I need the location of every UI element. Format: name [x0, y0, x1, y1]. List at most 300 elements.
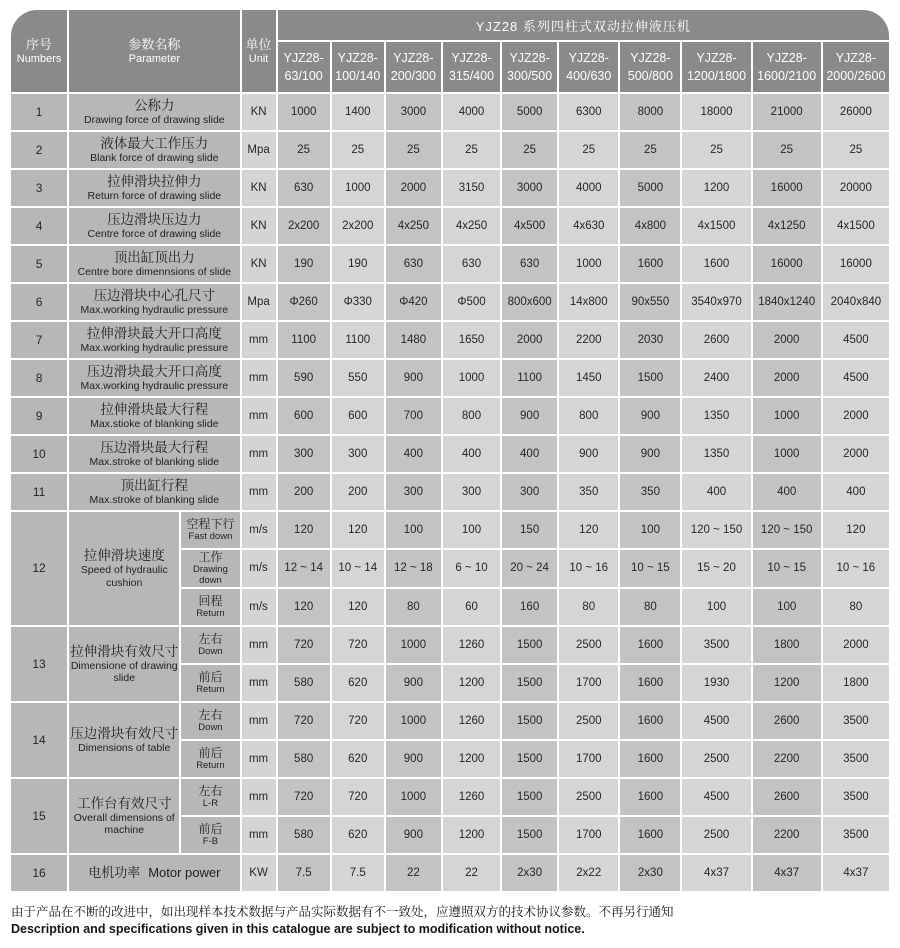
value-cell: 3000	[502, 170, 557, 206]
parameter-cell	[69, 474, 239, 510]
value-cell: 1260	[443, 703, 500, 739]
sublabel-en: L-R	[202, 797, 219, 809]
parameter-en: Centre bore dimennsions of slide	[77, 266, 232, 279]
parameter-en: Max.stroke of blanking slide	[89, 494, 220, 507]
value-cell: 1600	[620, 665, 680, 701]
value-cell: 2x30	[502, 855, 557, 891]
value-cell: 1600	[620, 779, 680, 815]
value-cell: 14x800	[559, 284, 618, 320]
unit-cell: KW	[242, 855, 276, 891]
model-header-9	[823, 42, 889, 92]
value-cell: 1000	[753, 398, 821, 434]
value-cell: Φ500	[443, 284, 500, 320]
sublabel-cn: 工作	[198, 550, 223, 564]
value-cell: 6 ~ 10	[443, 550, 500, 587]
value-cell: 1700	[559, 817, 618, 853]
value-cell: 2000	[823, 436, 889, 472]
value-cell: 620	[332, 665, 384, 701]
unit-cell: KN	[242, 208, 276, 244]
value-cell: 3540x970	[682, 284, 750, 320]
spec-table-body	[11, 94, 889, 891]
model-prefix: YJZ28-	[766, 50, 807, 65]
sublabel-cell	[181, 817, 239, 853]
model-header-3	[443, 42, 500, 92]
value-cell: 2500	[682, 741, 750, 777]
value-cell: 400	[682, 474, 750, 510]
parameter-cell	[69, 246, 239, 282]
unit-cell: Mpa	[242, 284, 276, 320]
parameter-cn: 拉伸滑块最大开口高度	[86, 325, 222, 341]
numbers-header-cn: 序号	[26, 36, 53, 52]
model-size: 500/800	[627, 69, 673, 83]
value-cell: 3500	[823, 817, 889, 853]
value-cell: 630	[502, 246, 557, 282]
model-header-1	[332, 42, 384, 92]
value-cell: 400	[443, 436, 500, 472]
value-cell: 900	[386, 665, 441, 701]
value-cell: 8000	[620, 94, 680, 130]
value-cell: 620	[332, 817, 384, 853]
value-cell: 1930	[682, 665, 750, 701]
value-cell: 25	[386, 132, 441, 168]
parameter-en: Max.working hydraulic pressure	[80, 304, 229, 317]
value-cell: 2600	[682, 322, 750, 358]
value-cell: 2200	[753, 817, 821, 853]
sublabel-en: Return	[196, 759, 225, 771]
value-cell: 1350	[682, 398, 750, 434]
value-cell: 120 ~ 150	[753, 512, 821, 548]
spec-row-16	[11, 855, 889, 891]
value-cell: 25	[823, 132, 889, 168]
model-prefix: YJZ28-	[568, 50, 609, 65]
sublabel-en: Down	[198, 721, 223, 733]
parameter-cell	[69, 398, 239, 434]
sublabel-cn: 前后	[198, 745, 223, 760]
spec-row-3	[11, 170, 889, 206]
value-cell: 4x37	[823, 855, 889, 891]
value-cell: 900	[386, 741, 441, 777]
value-cell: 720	[278, 703, 330, 739]
unit-cell: mm	[242, 741, 276, 777]
value-cell: 2000	[823, 398, 889, 434]
value-cell: 580	[278, 817, 330, 853]
value-cell: 22	[443, 855, 500, 891]
model-size: 300/500	[507, 69, 553, 83]
parameter-cell	[69, 208, 239, 244]
value-cell: 580	[278, 741, 330, 777]
model-size: 400/630	[566, 69, 612, 83]
spec-row-5	[11, 246, 889, 282]
value-cell: 400	[502, 436, 557, 472]
parameter-cell	[69, 132, 239, 168]
value-cell: 620	[332, 741, 384, 777]
value-cell: 25	[682, 132, 750, 168]
parameter-cell	[69, 627, 179, 701]
unit-cell: KN	[242, 170, 276, 206]
value-cell: 20000	[823, 170, 889, 206]
value-cell: 2040x840	[823, 284, 889, 320]
model-size: 63/100	[284, 69, 323, 83]
model-prefix: YJZ28-	[696, 50, 737, 65]
value-cell: 1600	[682, 246, 750, 282]
value-cell: 2x22	[559, 855, 618, 891]
value-cell: 300	[332, 436, 384, 472]
sublabel-cell	[181, 703, 239, 739]
value-cell: 100	[620, 512, 680, 548]
unit-cell: mm	[242, 474, 276, 510]
parameter-en: Max.working hydraulic pressure	[80, 380, 229, 393]
value-cell: 1400	[332, 94, 384, 130]
sublabel-cn: 前后	[198, 821, 223, 836]
value-cell: 21000	[753, 94, 821, 130]
value-cell: 25	[443, 132, 500, 168]
value-cell: 18000	[682, 94, 750, 130]
value-cell: 1000	[443, 360, 500, 396]
value-cell: 1000	[386, 627, 441, 663]
value-cell: 720	[278, 627, 330, 663]
parameter-cell	[69, 512, 179, 625]
value-cell: 4x630	[559, 208, 618, 244]
value-cell: 900	[386, 360, 441, 396]
parameter-en: Blank force of drawing slide	[90, 152, 219, 165]
row-number: 10	[11, 436, 67, 472]
parameter-cn: 压边滑块压边力	[107, 211, 202, 227]
parameter-cn: 顶出缸顶出力	[113, 249, 195, 265]
row-number: 1	[11, 94, 67, 130]
row-number: 16	[11, 855, 67, 891]
value-cell: 1600	[620, 627, 680, 663]
row-number: 13	[11, 627, 67, 701]
row-number: 8	[11, 360, 67, 396]
value-cell: 4000	[443, 94, 500, 130]
value-cell: 10 ~ 14	[332, 550, 384, 587]
value-cell: 190	[332, 246, 384, 282]
value-cell: 630	[443, 246, 500, 282]
row-number: 11	[11, 474, 67, 510]
spec-table-head	[11, 10, 889, 92]
value-cell: 2000	[753, 322, 821, 358]
sublabel-cn: 左右	[198, 631, 223, 646]
value-cell: 1000	[386, 779, 441, 815]
unit-cell: mm	[242, 779, 276, 815]
value-cell: 26000	[823, 94, 889, 130]
value-cell: 4x1250	[753, 208, 821, 244]
value-cell: 7.5	[278, 855, 330, 891]
sublabel-cell	[181, 627, 239, 663]
value-cell: 300	[502, 474, 557, 510]
sublabel-cell	[181, 741, 239, 777]
value-cell: 630	[278, 170, 330, 206]
model-size: 200/300	[390, 69, 436, 83]
value-cell: 2000	[502, 322, 557, 358]
unit-cell: mm	[242, 360, 276, 396]
value-cell: 900	[620, 398, 680, 434]
model-size: 2000/2600	[826, 69, 886, 83]
value-cell: 80	[386, 589, 441, 625]
value-cell: 300	[278, 436, 330, 472]
value-cell: 22	[386, 855, 441, 891]
value-cell: 720	[332, 703, 384, 739]
parameter-cell	[69, 779, 179, 853]
unit-header-cn: 单位	[245, 36, 272, 52]
value-cell: 1350	[682, 436, 750, 472]
value-cell: 900	[386, 817, 441, 853]
value-cell: 1000	[278, 94, 330, 130]
spec-row-4	[11, 208, 889, 244]
unit-cell: mm	[242, 817, 276, 853]
value-cell: 4x1500	[682, 208, 750, 244]
value-cell: 700	[386, 398, 441, 434]
value-cell: 120 ~ 150	[682, 512, 750, 548]
value-cell: 150	[502, 512, 557, 548]
model-prefix: YJZ28-	[451, 50, 492, 65]
parameter-cn: 压边滑块中心孔尺寸	[93, 287, 216, 303]
unit-cell: m/s	[242, 589, 276, 625]
model-size: 315/400	[448, 69, 495, 83]
spec-row-9	[11, 398, 889, 434]
value-cell: 4500	[823, 322, 889, 358]
row-number: 7	[11, 322, 67, 358]
parameter-en: Max.stioke of blanking slide	[90, 418, 219, 431]
value-cell: 200	[278, 474, 330, 510]
value-cell: 720	[332, 627, 384, 663]
value-cell: 90x550	[620, 284, 680, 320]
value-cell: 4x250	[386, 208, 441, 244]
sublabel-cell	[181, 779, 239, 815]
value-cell: 12 ~ 14	[278, 550, 330, 587]
parameter-en: Centre force of drawing slide	[87, 228, 222, 241]
value-cell: 2400	[682, 360, 750, 396]
spec-row-2	[11, 132, 889, 168]
unit-cell: mm	[242, 665, 276, 701]
value-cell: 25	[559, 132, 618, 168]
value-cell: 20 ~ 24	[502, 550, 557, 587]
parameter-en: Drawing force of drawing slide	[83, 114, 225, 127]
value-cell: 300	[443, 474, 500, 510]
value-cell: 2500	[559, 627, 618, 663]
unit-cell: m/s	[242, 550, 276, 587]
parameter-cn: 压边滑块最大行程	[100, 439, 209, 455]
value-cell: 1700	[559, 741, 618, 777]
value-cell: 15 ~ 20	[682, 550, 750, 587]
value-cell: 1800	[753, 627, 821, 663]
value-cell: 120	[278, 589, 330, 625]
parameter-en: Overall dimensions of machine	[73, 811, 175, 836]
value-cell: 200	[332, 474, 384, 510]
value-cell: 80	[823, 589, 889, 625]
sublabel-cn: 回程	[198, 593, 223, 608]
value-cell: 80	[559, 589, 618, 625]
parameter-cell	[69, 94, 239, 130]
value-cell: 1100	[278, 322, 330, 358]
value-cell: 4x250	[443, 208, 500, 244]
value-cell: 1700	[559, 665, 618, 701]
value-cell: 16000	[823, 246, 889, 282]
parameter-cell	[69, 855, 239, 891]
value-cell: 4x800	[620, 208, 680, 244]
parameter-cn: 拉伸滑块速度	[83, 548, 165, 564]
model-header-2	[386, 42, 441, 92]
value-cell: 1500	[620, 360, 680, 396]
value-cell: 630	[386, 246, 441, 282]
value-cell: 1000	[753, 436, 821, 472]
sublabel-en: Drawing down	[193, 564, 228, 586]
value-cell: 25	[502, 132, 557, 168]
value-cell: 100	[682, 589, 750, 625]
sublabel-cell	[181, 512, 239, 548]
row-number: 12	[11, 512, 67, 625]
parameter-header-cn: 参数名称	[128, 36, 181, 52]
parameter-cell	[69, 284, 239, 320]
value-cell: 900	[502, 398, 557, 434]
value-cell: 2x200	[278, 208, 330, 244]
parameter-header-en: Parameter	[128, 53, 180, 66]
sublabel-en: Down	[198, 645, 223, 657]
value-cell: 2000	[386, 170, 441, 206]
value-cell: 1260	[443, 627, 500, 663]
value-cell: 25	[332, 132, 384, 168]
parameter-cell	[69, 322, 239, 358]
value-cell: 1600	[620, 817, 680, 853]
value-cell: 3500	[682, 627, 750, 663]
spec-row-12-0	[11, 512, 889, 548]
model-size: 1200/1800	[686, 69, 747, 83]
value-cell: 1000	[386, 703, 441, 739]
footer-note	[9, 893, 891, 936]
spec-row-11	[11, 474, 889, 510]
numbers-header	[11, 10, 67, 92]
parameter-cn: 工作台有效尺寸	[77, 795, 172, 811]
value-cell: 1800	[823, 665, 889, 701]
value-cell: 1500	[502, 817, 557, 853]
value-cell: 1200	[443, 741, 500, 777]
unit-cell: mm	[242, 703, 276, 739]
value-cell: 160	[502, 589, 557, 625]
model-header-8	[753, 42, 821, 92]
row-number: 9	[11, 398, 67, 434]
value-cell: 3500	[823, 741, 889, 777]
value-cell: 1650	[443, 322, 500, 358]
value-cell: 1500	[502, 741, 557, 777]
value-cell: 1600	[620, 741, 680, 777]
value-cell: 400	[753, 474, 821, 510]
parameter-cn: 拉伸滑块最大行程	[100, 401, 209, 417]
value-cell: 4500	[682, 779, 750, 815]
value-cell: 350	[559, 474, 618, 510]
value-cell: 1500	[502, 665, 557, 701]
value-cell: 300	[386, 474, 441, 510]
parameter-cell	[69, 703, 179, 777]
value-cell: 1000	[559, 246, 618, 282]
value-cell: 720	[278, 779, 330, 815]
row-number: 4	[11, 208, 67, 244]
sublabel-en: F-B	[202, 835, 219, 847]
parameter-cell	[69, 170, 239, 206]
value-cell: 1260	[443, 779, 500, 815]
value-cell: 1500	[502, 627, 557, 663]
value-cell: 6300	[559, 94, 618, 130]
row-number: 6	[11, 284, 67, 320]
value-cell: 800x600	[502, 284, 557, 320]
value-cell: 580	[278, 665, 330, 701]
model-header-4	[502, 42, 557, 92]
parameter-cell	[69, 436, 239, 472]
value-cell: 2000	[753, 360, 821, 396]
value-cell: 10 ~ 15	[620, 550, 680, 587]
spec-row-13-0	[11, 627, 889, 663]
unit-header	[242, 10, 276, 92]
value-cell: 1200	[443, 665, 500, 701]
model-size: 1600/2100	[757, 69, 817, 83]
value-cell: 720	[332, 779, 384, 815]
model-header-6	[620, 42, 680, 92]
value-cell: 1600	[620, 703, 680, 739]
unit-cell: KN	[242, 94, 276, 130]
parameter-en: Motor power	[148, 864, 221, 880]
value-cell: 4x37	[682, 855, 750, 891]
value-cell: 100	[386, 512, 441, 548]
value-cell: 350	[620, 474, 680, 510]
spec-row-15-0	[11, 779, 889, 815]
value-cell: 1200	[753, 665, 821, 701]
unit-cell: mm	[242, 627, 276, 663]
parameter-en: Max.working hydraulic pressure	[80, 342, 229, 355]
row-number: 2	[11, 132, 67, 168]
unit-cell: m/s	[242, 512, 276, 548]
sublabel-cell	[181, 550, 239, 587]
parameter-en: Dimensions of table	[78, 741, 171, 754]
value-cell: 4000	[559, 170, 618, 206]
value-cell: 7.5	[332, 855, 384, 891]
unit-header-en: Unit	[248, 53, 269, 66]
model-header-7	[682, 42, 750, 92]
value-cell: 25	[278, 132, 330, 168]
value-cell: 5000	[502, 94, 557, 130]
value-cell: Φ420	[386, 284, 441, 320]
value-cell: 1100	[502, 360, 557, 396]
value-cell: 1200	[443, 817, 500, 853]
value-cell: 60	[443, 589, 500, 625]
value-cell: 120	[278, 512, 330, 548]
row-number: 14	[11, 703, 67, 777]
unit-cell: Mpa	[242, 132, 276, 168]
parameter-en: Dimensione of drawing slide	[70, 659, 178, 684]
spec-row-14-0	[11, 703, 889, 739]
parameter-cn: 电机功率	[88, 864, 141, 880]
unit-cell: KN	[242, 246, 276, 282]
model-size: 100/140	[335, 69, 381, 83]
parameter-cn: 拉伸滑块有效尺寸	[70, 643, 179, 659]
sublabel-cell	[181, 589, 239, 625]
value-cell: 800	[443, 398, 500, 434]
parameter-cn: 液体最大工作压力	[100, 135, 209, 151]
spec-row-8	[11, 360, 889, 396]
spec-row-7	[11, 322, 889, 358]
value-cell: 1100	[332, 322, 384, 358]
value-cell: 400	[386, 436, 441, 472]
value-cell: 2500	[682, 817, 750, 853]
value-cell: 550	[332, 360, 384, 396]
parameter-cell	[69, 360, 239, 396]
parameter-en: Speed of hydraulic cushion	[80, 564, 168, 589]
value-cell: 25	[620, 132, 680, 168]
numbers-header-en: Numbers	[16, 53, 62, 66]
value-cell: 12 ~ 18	[386, 550, 441, 587]
value-cell: 400	[823, 474, 889, 510]
model-prefix: YJZ28-	[337, 50, 378, 65]
unit-cell: mm	[242, 436, 276, 472]
sublabel-cell	[181, 665, 239, 701]
